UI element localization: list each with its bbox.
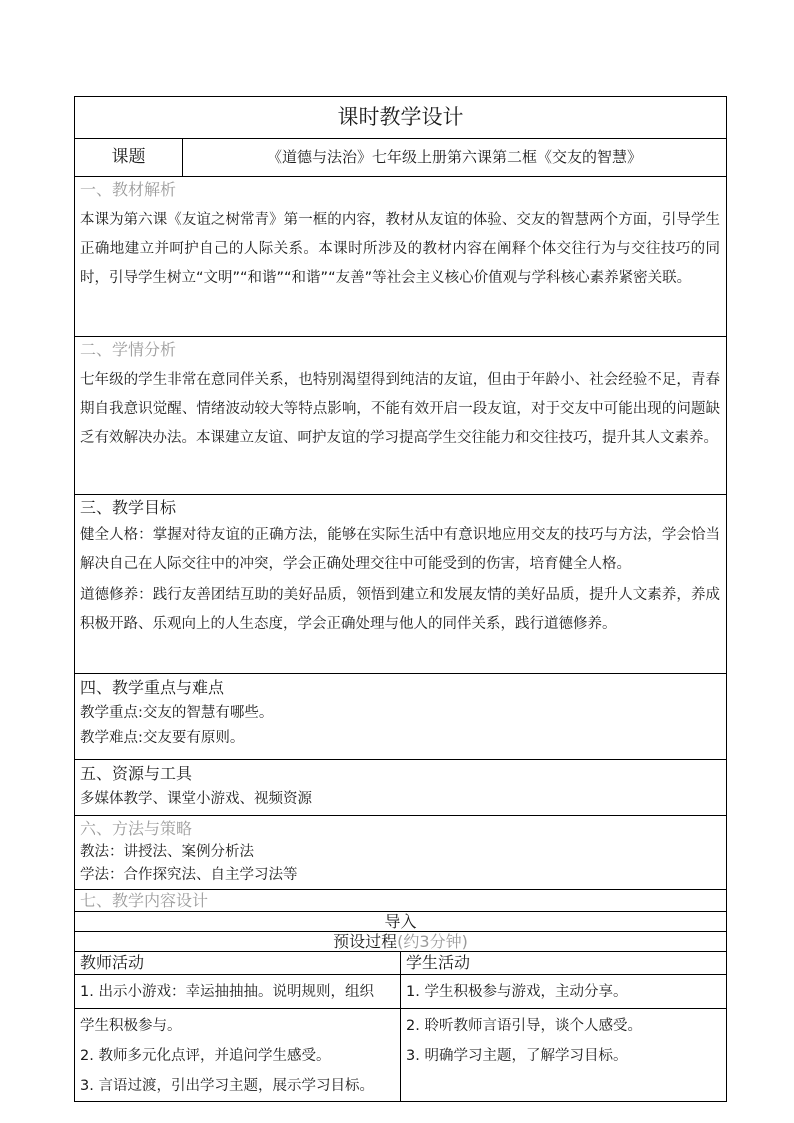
title-row xyxy=(75,97,726,138)
intro-label: 导入 xyxy=(384,912,417,931)
topic-row xyxy=(75,138,726,176)
section-heading: 七、教学内容设计 xyxy=(80,891,209,910)
student-activity-1: 1. 学生积极参与游戏，主动分享。 xyxy=(406,984,628,1000)
section-resources xyxy=(75,759,726,815)
difficulty-point: 教学难点:交友要有原则。 xyxy=(80,730,245,746)
duration-label: (约3分钟) xyxy=(397,932,468,951)
student-cell xyxy=(401,1009,726,1101)
goal-morality: 道德修养：践行友善团结互助的美好品质，领悟到建立和发展友情的美好品质，提升人文素养，养成积极开路、乐观向上的人生态度，学会正确处理与他人的同伴关系，践行道德修养。 xyxy=(80,587,720,632)
teacher-activity-item: 学生积极参与。 xyxy=(80,1018,182,1034)
topic-label: 课题 xyxy=(75,139,183,176)
section-textbook-analysis xyxy=(75,176,726,336)
student-activity-item: 2. 聆听教师言语引导，谈个人感受。 xyxy=(406,1018,642,1034)
section-key-points xyxy=(75,673,726,759)
section-heading: 一、教材解析 xyxy=(80,180,177,199)
section-body: 七年级的学生非常在意同伴关系，也特别渴望得到纯洁的友谊，但由于年龄小、社会经验不足，青春期自我意识觉醒、情绪波动较大等特点影响，不能有效开启一段友谊，对于交友中可能出现的问题缺乏有效解决办法。本课建立友谊、呵护友谊的学习提高学生交往能力和交往技巧，提升其人文素养。 xyxy=(80,372,720,446)
section-heading: 六、方法与策略 xyxy=(80,819,193,838)
intro-row xyxy=(75,911,726,931)
section-heading: 四、教学重点与难点 xyxy=(80,678,225,697)
teacher-header-cell xyxy=(75,952,400,974)
section-methods xyxy=(75,815,726,889)
teacher-activity-1: 1. 出示小游戏：幸运抽抽抽。说明规则，组织 xyxy=(80,984,374,1000)
student-header: 学生活动 xyxy=(406,953,471,972)
process-label: 预设过程(约3分钟) xyxy=(333,932,468,951)
learning-method: 学法：合作探究法、自主学习法等 xyxy=(80,867,298,883)
activity-row-1 xyxy=(75,974,726,1008)
topic-value: 《道德与法治》七年级上册第六课第二框《交友的智慧》 xyxy=(266,148,642,166)
page-title: 课时教学设计 xyxy=(337,105,464,129)
key-point: 教学重点:交友的智慧有哪些。 xyxy=(80,705,274,721)
student-activity-item: 3. 明确学习主题，了解学习目标。 xyxy=(406,1048,628,1064)
section-content-design xyxy=(75,889,726,911)
teaching-method: 教法：讲授法、案例分析法 xyxy=(80,844,254,860)
process-row xyxy=(75,931,726,951)
activity-header-row xyxy=(75,951,726,974)
section-body: 本课为第六课《友谊之树常青》第一框的内容，教材从友谊的体验、交友的智慧两个方面，引导学生正确地建立并呵护自己的人际关系。本课时所涉及的教材内容在阐释个体交往行为与交往技巧的同时，引导学生树立“文明”“和谐”“和谐”“友善”等社会主义核心价值观与学科核心素养紧密关联。 xyxy=(80,212,720,286)
teacher-cell xyxy=(75,1009,400,1101)
teacher-activity-item: 2. 教师多元化点评，并追问学生感受。 xyxy=(80,1048,331,1064)
student-cell xyxy=(401,975,726,1008)
teacher-cell xyxy=(75,975,400,1008)
section-heading: 二、学情分析 xyxy=(80,340,177,359)
section-heading: 五、资源与工具 xyxy=(80,764,193,783)
resources-text: 多媒体教学、课堂小游戏、视频资源 xyxy=(80,791,312,807)
teacher-activity-item: 3. 言语过渡，引出学习主题，展示学习目标。 xyxy=(80,1078,374,1094)
section-heading: 三、教学目标 xyxy=(80,498,177,517)
section-student-analysis xyxy=(75,336,726,494)
goal-personality: 健全人格：掌握对待友谊的正确方法，能够在实际生活中有意识地应用交友的技巧与方法，学会恰当解决自己在人际交往中的冲突，学会正确处理交往中可能受到的伤害，培育健全人格。 xyxy=(80,527,720,572)
activity-row-2 xyxy=(75,1008,726,1101)
lesson-plan-table xyxy=(74,96,727,1102)
section-teaching-goals xyxy=(75,494,726,673)
teacher-header: 教师活动 xyxy=(80,953,145,972)
student-header-cell xyxy=(401,952,726,974)
